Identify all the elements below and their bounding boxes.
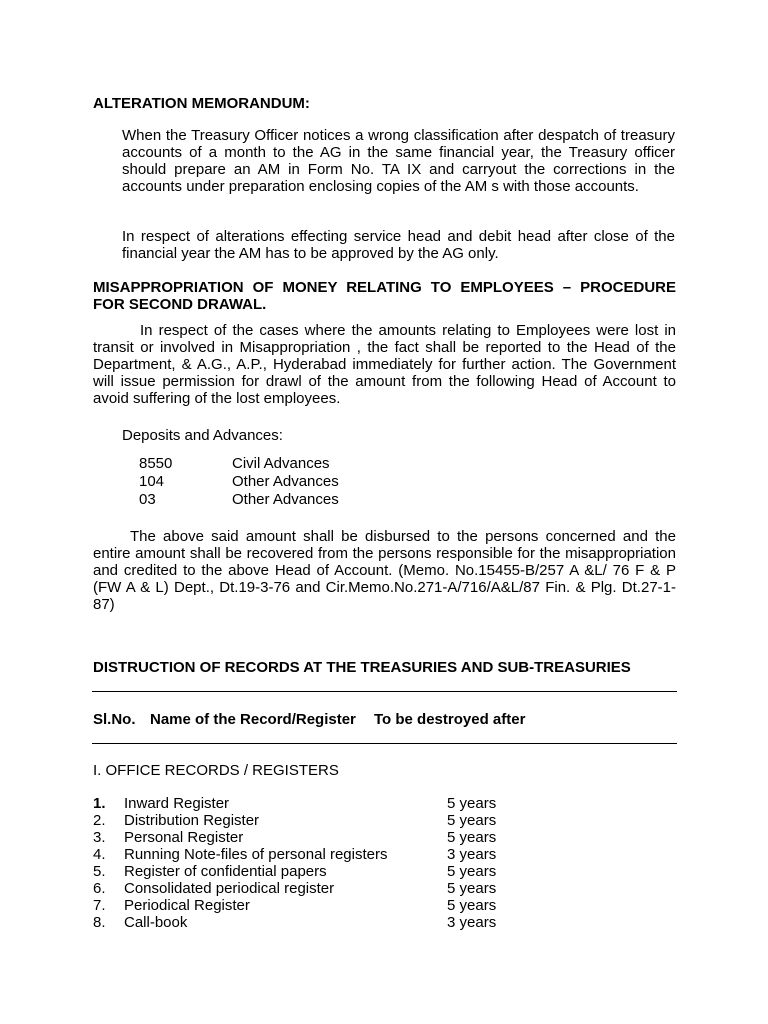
record-name: Inward Register [124, 795, 230, 812]
head-code: 03 [139, 491, 156, 508]
alteration-paragraph-2: In respect of alterations effecting service head and debit head after close of the financial year the AM has to be approved by the AG only. [122, 228, 675, 262]
head-name: Civil Advances [232, 455, 330, 472]
table-header-rule [92, 743, 677, 744]
table-row [92, 846, 512, 863]
row-number: 3. [93, 829, 106, 846]
head-code: 8550 [139, 455, 173, 472]
record-name: Consolidated periodical register [124, 880, 335, 897]
row-number: 8. [93, 914, 106, 931]
header-record-name: Name of the Record/Register [150, 711, 356, 728]
head-of-account-row [139, 455, 399, 472]
destroy-period: 5 years [447, 863, 497, 880]
record-name: Call-book [124, 914, 188, 931]
head-of-account-row [139, 491, 399, 508]
table-row [92, 829, 512, 846]
table-top-rule [92, 691, 677, 692]
table-row [92, 897, 512, 914]
header-destroy-after: To be destroyed after [374, 711, 526, 728]
table-row [92, 914, 512, 931]
alteration-memorandum-heading: ALTERATION MEMORANDUM: [93, 95, 310, 112]
misappropriation-heading: MISAPPROPRIATION OF MONEY RELATING TO EMPLOYEES – PROCEDURE FOR SECOND DRAWAL. [93, 279, 676, 313]
record-name: Periodical Register [124, 897, 250, 914]
row-number: 5. [93, 863, 106, 880]
header-slno: Sl.No. [93, 711, 136, 728]
destroy-period: 5 years [447, 897, 497, 914]
destroy-period: 5 years [447, 880, 497, 897]
row-number: 1. [93, 795, 106, 812]
table-row [92, 795, 512, 812]
office-records-subheading: I. OFFICE RECORDS / REGISTERS [93, 762, 339, 779]
record-name: Register of confidential papers [124, 863, 327, 880]
row-number: 7. [93, 897, 106, 914]
table-row [92, 880, 512, 897]
destroy-period: 5 years [447, 812, 497, 829]
head-name: Other Advances [232, 473, 339, 490]
table-header [92, 711, 677, 728]
row-number: 6. [93, 880, 106, 897]
record-name: Running Note-files of personal registers [124, 846, 388, 863]
deposits-label: Deposits and Advances: [122, 427, 283, 444]
record-name: Personal Register [124, 829, 244, 846]
table-row [92, 812, 512, 829]
destroy-period: 5 years [447, 829, 497, 846]
record-name: Distribution Register [124, 812, 260, 829]
row-number: 4. [93, 846, 106, 863]
misappropriation-paragraph-1: In respect of the cases where the amounts relating to Employees were lost in transit or involved in Misappropriation , the fact shall be reported to the Head of the Department, & A.G., A.P., Hyderabad immediately for further action. The Government will issue permission for drawl of the amount from the following Head of Account to avoid suffering of the lost employees. [93, 322, 676, 407]
destroy-period: 5 years [447, 795, 497, 812]
table-row [92, 863, 512, 880]
destruction-heading: DISTRUCTION OF RECORDS AT THE TREASURIES AND SUB-TREASURIES [93, 659, 631, 676]
destroy-period: 3 years [447, 914, 497, 931]
destroy-period: 3 years [447, 846, 497, 863]
head-name: Other Advances [232, 491, 339, 508]
head-of-account-row [139, 473, 399, 490]
row-number: 2. [93, 812, 106, 829]
alteration-paragraph-1: When the Treasury Officer notices a wrong classification after despatch of treasury accounts of a month to the AG in the same financial year, the Treasury officer should prepare an AM in Form No. TA IX and carryout the corrections in the accounts under preparation enclosing copies of the AM s with those accounts. [122, 127, 675, 195]
misappropriation-paragraph-2: The above said amount shall be disbursed to the persons concerned and the entire amount shall be recovered from the persons responsible for the misappropriation and credited to the above Head of Account. (Memo. No.15455-B/257 A &L/ 76 F & P (FW A & L) Dept., Dt.19-3-76 and Cir.Memo.No.271-A/716/A&L/87 Fin. & Plg. Dt.27-1-87) [93, 528, 676, 613]
head-code: 104 [139, 473, 165, 490]
